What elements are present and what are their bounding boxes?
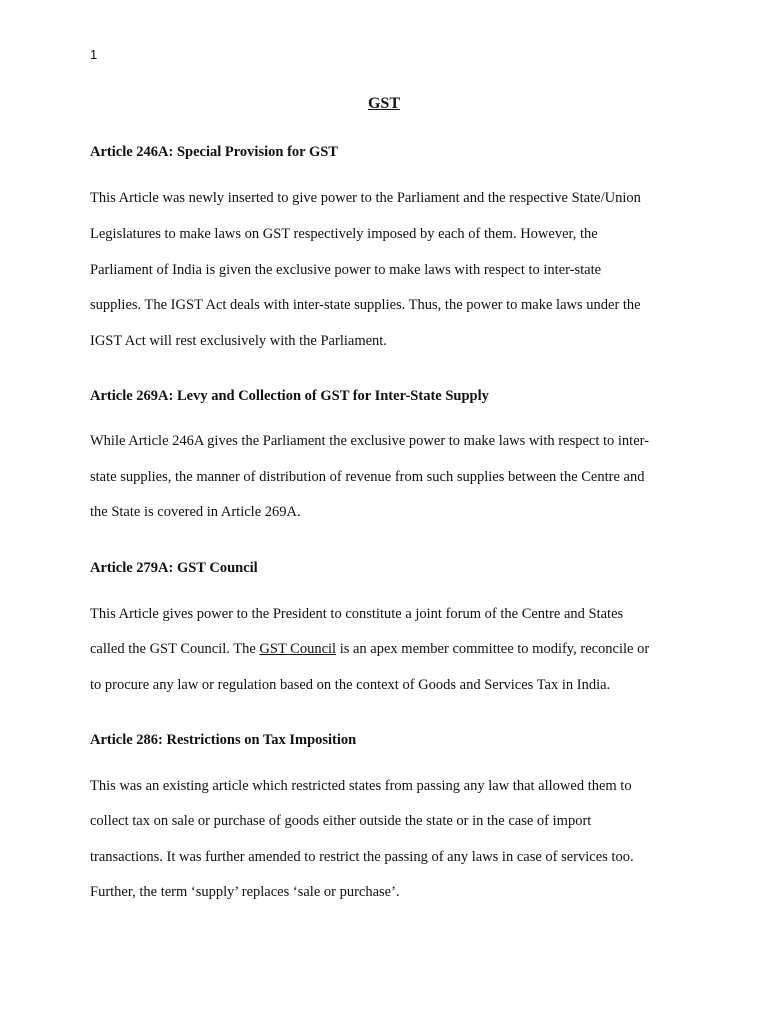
paragraph-line: the State is covered in Article 269A.: [90, 504, 301, 520]
paragraph-line: state supplies, the manner of distribution of revenue from such supplies between the Centre and: [90, 469, 645, 485]
paragraph-line: IGST Act will rest exclusively with the Parliament.: [90, 333, 387, 349]
section-heading-article-279a: Article 279A: GST Council: [90, 560, 258, 576]
section-heading-article-246a: Article 246A: Special Provision for GST: [90, 144, 338, 160]
section-heading-article-286: Article 286: Restrictions on Tax Imposition: [90, 732, 357, 748]
gst-council-link[interactable]: GST Council: [259, 641, 337, 657]
paragraph-line-with-link: [90, 640, 649, 658]
document-title: GST: [367, 95, 400, 112]
paragraph-line: transactions. It was further amended to restrict the passing of any laws in case of services too.: [90, 849, 634, 865]
paragraph-line: Parliament of India is given the exclusive power to make laws with respect to inter-state: [90, 262, 602, 278]
paragraph-line: Legislatures to make laws on GST respectively imposed by each of them. However, the: [90, 226, 598, 242]
paragraph-line: Further, the term ‘supply’ replaces ‘sale or purchase’.: [90, 884, 400, 900]
paragraph-line: supplies. The IGST Act deals with inter-state supplies. Thus, the power to make laws under the: [90, 297, 641, 313]
paragraph-line: to procure any law or regulation based on the context of Goods and Services Tax in India.: [90, 677, 611, 693]
paragraph-line: While Article 246A gives the Parliament the exclusive power to make laws with respect to inter-: [90, 433, 650, 449]
section-heading-article-269a: Article 269A: Levy and Collection of GST for Inter-State Supply: [90, 388, 489, 404]
link-line-before: called the GST Council. The: [90, 641, 260, 657]
paragraph-line: This Article gives power to the President to constitute a joint forum of the Centre and States: [90, 606, 624, 622]
page-number: 1: [90, 47, 98, 62]
paragraph-line: This was an existing article which restricted states from passing any law that allowed them to: [90, 778, 632, 794]
paragraph-line: collect tax on sale or purchase of goods either outside the state or in the case of import: [90, 813, 592, 829]
paragraph-line: This Article was newly inserted to give power to the Parliament and the respective State/Union: [90, 190, 641, 206]
link-line-after: is an apex member committee to modify, reconcile or: [336, 641, 650, 657]
